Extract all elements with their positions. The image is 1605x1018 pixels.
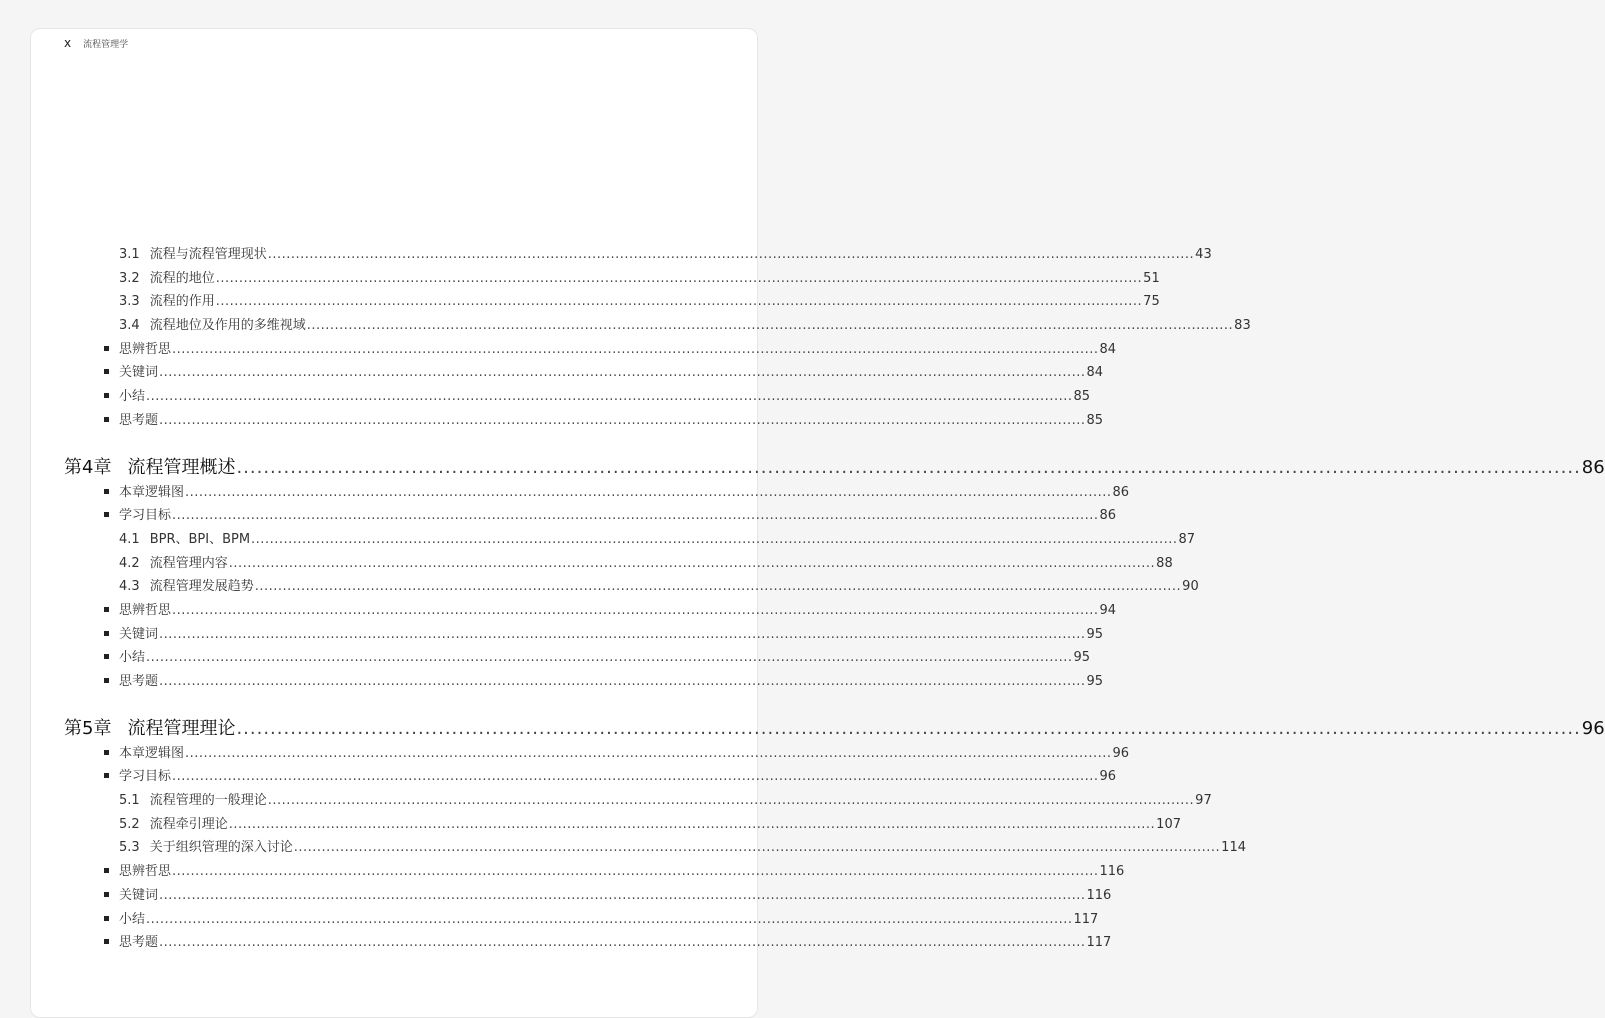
toc-section-3-4[interactable]: 3.4 流程地位及作用的多维视域 ........................................................................................................................................................................................................ 83	[119, 318, 1251, 334]
toc-item-ch5-questions[interactable]: 思考题 ........................................................................................................................................................................................................ 117	[64, 931, 634, 955]
toc-item-ch4-objectives[interactable]: 学习目标 ........................................................................................................................................................................................................ 86	[64, 504, 634, 528]
toc-item-ch4-keywords[interactable]: 关键词 ........................................................................................................................................................................................................ 95	[64, 623, 634, 647]
bullet-square-icon	[104, 892, 109, 897]
toc-item-ch5-reflection[interactable]: 思辨哲思 ........................................................................................................................................................................................................ 116	[64, 860, 634, 884]
toc-section-5-3[interactable]: 5.3 关于组织管理的深入讨论 ........................................................................................................................................................................................................ 114	[119, 840, 1246, 856]
toc-item-ch5-keywords[interactable]: 关键词 ........................................................................................................................................................................................................ 116	[64, 884, 634, 908]
toc-item-ch3-keywords[interactable]: 关键词 ........................................................................................................................................................................................................ 84	[64, 361, 634, 385]
toc-section-3-2[interactable]: 3.2 流程的地位 ........................................................................................................................................................................................................ 51	[119, 270, 1160, 286]
bullet-square-icon	[104, 607, 109, 612]
toc-item-ch5-logic-map[interactable]: 本章逻辑图 ........................................................................................................................................................................................................ 96	[64, 742, 634, 766]
header-book-title: 流程管理学	[83, 40, 129, 50]
bullet-square-icon	[104, 916, 109, 921]
toc-section-4-3[interactable]: 4.3 流程管理发展趋势 ........................................................................................................................................................................................................ 90	[119, 579, 1199, 595]
bullet-square-icon	[104, 678, 109, 683]
bullet-square-icon	[104, 631, 109, 636]
bullet-square-icon	[104, 417, 109, 422]
toc-chapter-4[interactable]: 第4章 流程管理概述 ........................................................................................................................................................................................................ 86	[64, 456, 1605, 478]
bullet-square-icon	[104, 369, 109, 374]
toc-item-ch4-summary[interactable]: 小结 ........................................................................................................................................................................................................ 95	[64, 646, 634, 670]
bullet-square-icon	[104, 512, 109, 517]
table-of-contents	[64, 243, 1605, 955]
toc-section-5-1[interactable]: 5.1 流程管理的一般理论 ........................................................................................................................................................................................................ 97	[119, 793, 1212, 809]
toc-item-ch3-reflection[interactable]: 思辨哲思 ........................................................................................................................................................................................................ 84	[64, 338, 634, 362]
bullet-square-icon	[104, 489, 109, 494]
bullet-square-icon	[104, 868, 109, 873]
toc-item-ch4-reflection[interactable]: 思辨哲思 ........................................................................................................................................................................................................ 94	[64, 599, 634, 623]
toc-item-ch4-questions[interactable]: 思考题 ........................................................................................................................................................................................................ 95	[64, 670, 634, 694]
toc-item-ch5-objectives[interactable]: 学习目标 ........................................................................................................................................................................................................ 96	[64, 765, 634, 789]
bullet-square-icon	[104, 939, 109, 944]
bullet-square-icon	[104, 654, 109, 659]
toc-chapter-5[interactable]: 第5章 流程管理理论 ........................................................................................................................................................................................................ 96	[64, 717, 1605, 739]
toc-section-5-2[interactable]: 5.2 流程牵引理论 ........................................................................................................................................................................................................ 107	[119, 816, 1181, 832]
toc-section-3-3[interactable]: 3.3 流程的作用 ........................................................................................................................................................................................................ 75	[119, 294, 1160, 310]
toc-section-4-2[interactable]: 4.2 流程管理内容 ........................................................................................................................................................................................................ 88	[119, 555, 1173, 571]
toc-section-4-1[interactable]: 4.1 BPR、BPI、BPM ........................................................................................................................................................................................................ 87	[119, 531, 1196, 547]
toc-item-ch3-summary[interactable]: 小结 ........................................................................................................................................................................................................ 85	[64, 385, 634, 409]
toc-item-ch4-logic-map[interactable]: 本章逻辑图 ........................................................................................................................................................................................................ 86	[64, 481, 634, 505]
running-header	[64, 36, 128, 50]
header-page-number: x	[64, 36, 72, 50]
bullet-square-icon	[104, 750, 109, 755]
bullet-square-icon	[104, 346, 109, 351]
bullet-square-icon	[104, 773, 109, 778]
toc-item-ch3-questions[interactable]: 思考题 ........................................................................................................................................................................................................ 85	[64, 409, 634, 433]
toc-item-ch5-summary[interactable]: 小结 ........................................................................................................................................................................................................ 117	[64, 908, 634, 932]
toc-section-3-1[interactable]: 3.1 流程与流程管理现状 ........................................................................................................................................................................................................ 43	[119, 247, 1212, 262]
bullet-square-icon	[104, 393, 109, 398]
